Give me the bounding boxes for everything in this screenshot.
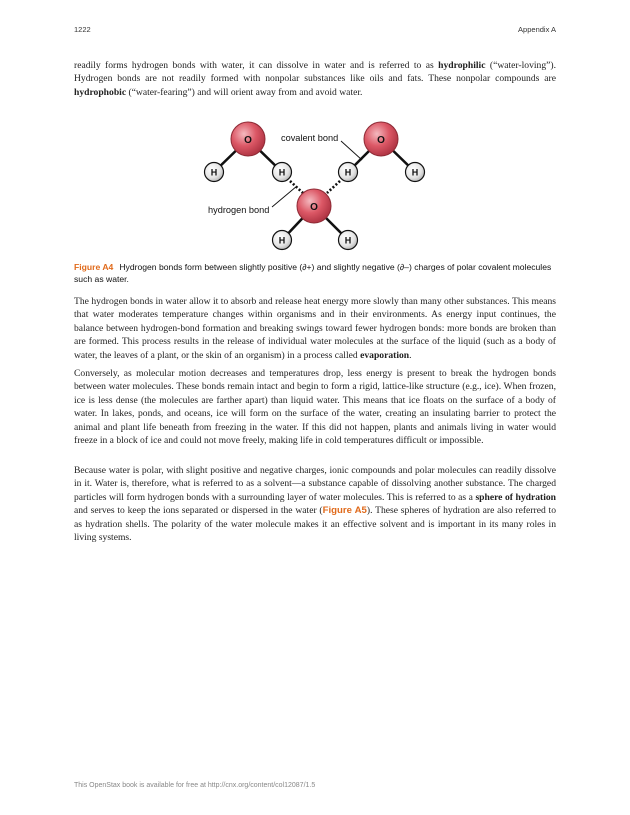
atom-label-o: O (310, 202, 318, 213)
atom-label-h: H (210, 167, 218, 178)
term-evaporation: evaporation (360, 349, 410, 361)
atom-label-o: O (377, 135, 385, 146)
oxygen-atom (364, 122, 398, 156)
hydrogen-bond-line (290, 181, 304, 194)
hydrogen-atom (339, 163, 358, 182)
hydrogen-bond-line (327, 181, 340, 193)
atom-label-h: H (344, 167, 352, 178)
atom-label-h: H (278, 167, 286, 178)
figure-a5-link[interactable]: Figure A5 (322, 505, 367, 517)
caption-text: Hydrogen bonds form between slightly positive (∂+) and slightly negative (∂–) charges of polar covalent molecules such as water. (74, 262, 552, 284)
atom-label-o: O (244, 135, 252, 146)
para4-text-1: Because water is polar, with slight positive and negative charges, ionic compounds and polar molecules can readily dissolve in it. Water is, therefore, what is referred to as a solvent—a substance capable of dissolving another substance. The charged particles will form hydrogen bonds with a surrounding layer of water molecules. This is referred to as a (74, 465, 556, 503)
para4-text-2: and serves to keep the ions separated or dispersed in the water ( (74, 505, 323, 517)
atom-label-h: H (411, 167, 419, 178)
figure-caption (74, 262, 556, 285)
para1-text-3: (“water-fearing”) and will orient away from and avoid water. (126, 86, 363, 98)
para1-text-2: (“water-loving”). Hydrogen bonds are not readily formed with nonpolar substances like oils and fats. These nonpolar compounds are (74, 60, 557, 85)
covalent-label-leader (341, 141, 362, 160)
hydrogen-atom (273, 163, 292, 182)
term-hydrophobic: hydrophobic (74, 86, 127, 98)
oxygen-atom (231, 122, 265, 156)
label-covalent-bond: covalent bond (281, 133, 339, 143)
label-hydrogen-bond: hydrogen bond (208, 205, 270, 215)
hydrogen-atom (406, 163, 425, 182)
hydrogen-atom (339, 231, 358, 250)
page-footer: This OpenStax book is available for free at http://cnx.org/content/col12087/1.5 (74, 782, 316, 789)
term-hydrophilic: hydrophilic (438, 60, 486, 71)
paragraph-solvent (74, 464, 556, 544)
hydrogen-label-leader (272, 186, 297, 207)
term-sphere-of-hydration: sphere of hydration (475, 491, 556, 503)
para2-text-2: . (409, 349, 412, 361)
para2-text-1: The hydrogen bonds in water allow it to absorb and release heat energy more slowly than many other substances. This means that water moderates temperature changes within organisms and in their environments. As energy input continues, the balance between hydrogen-bond formation and breaking swings toward fewer hydrogen bonds: more bonds are broken than are formed. This process results in the release of individual water molecules at the surface of the liquid (such as a body of water, the leaves of a plant, or the skin of an organism) in a process called (74, 296, 556, 361)
paragraph-evaporation (74, 295, 556, 362)
atom-label-h: H (344, 235, 352, 246)
hydrogen-atom (205, 163, 224, 182)
paragraph-ice: Conversely, as molecular motion decreases and temperatures drop, less energy is present to break the hydrogen bonds between water molecules. These bonds remain intact and begin to form a rigid, lattice-like structure (e.g., ice). When frozen, ice is less dense (the molecules are farther apart) than liquid water. This means that ice floats on the surface of a body of water. In lakes, ponds, and oceans, ice will form on the surface of the water, creating an insulating barrier to protect the animal and plant life beneath from freezing in the water. If this did not happen, plants and animals living in water would freeze in a block of ice and could not move freely, making life in cold temperatures difficult or impossible. (74, 368, 556, 447)
page-number: 1222 (74, 25, 91, 34)
para4-text-3: ). These spheres of hydration are also referred to as hydration shells. The polarity of the water molecule makes it an effective solvent and is important in its many roles in living systems. (74, 505, 556, 544)
atom-label-h: H (278, 235, 286, 246)
para1-text-1: readily forms hydrogen bonds with water, it can dissolve in water and is referred to as (74, 60, 439, 71)
oxygen-atom (297, 189, 331, 223)
figure-label: Figure A4 (74, 262, 114, 272)
hydrogen-atom (273, 231, 292, 250)
running-header-section: Appendix A (518, 25, 556, 34)
